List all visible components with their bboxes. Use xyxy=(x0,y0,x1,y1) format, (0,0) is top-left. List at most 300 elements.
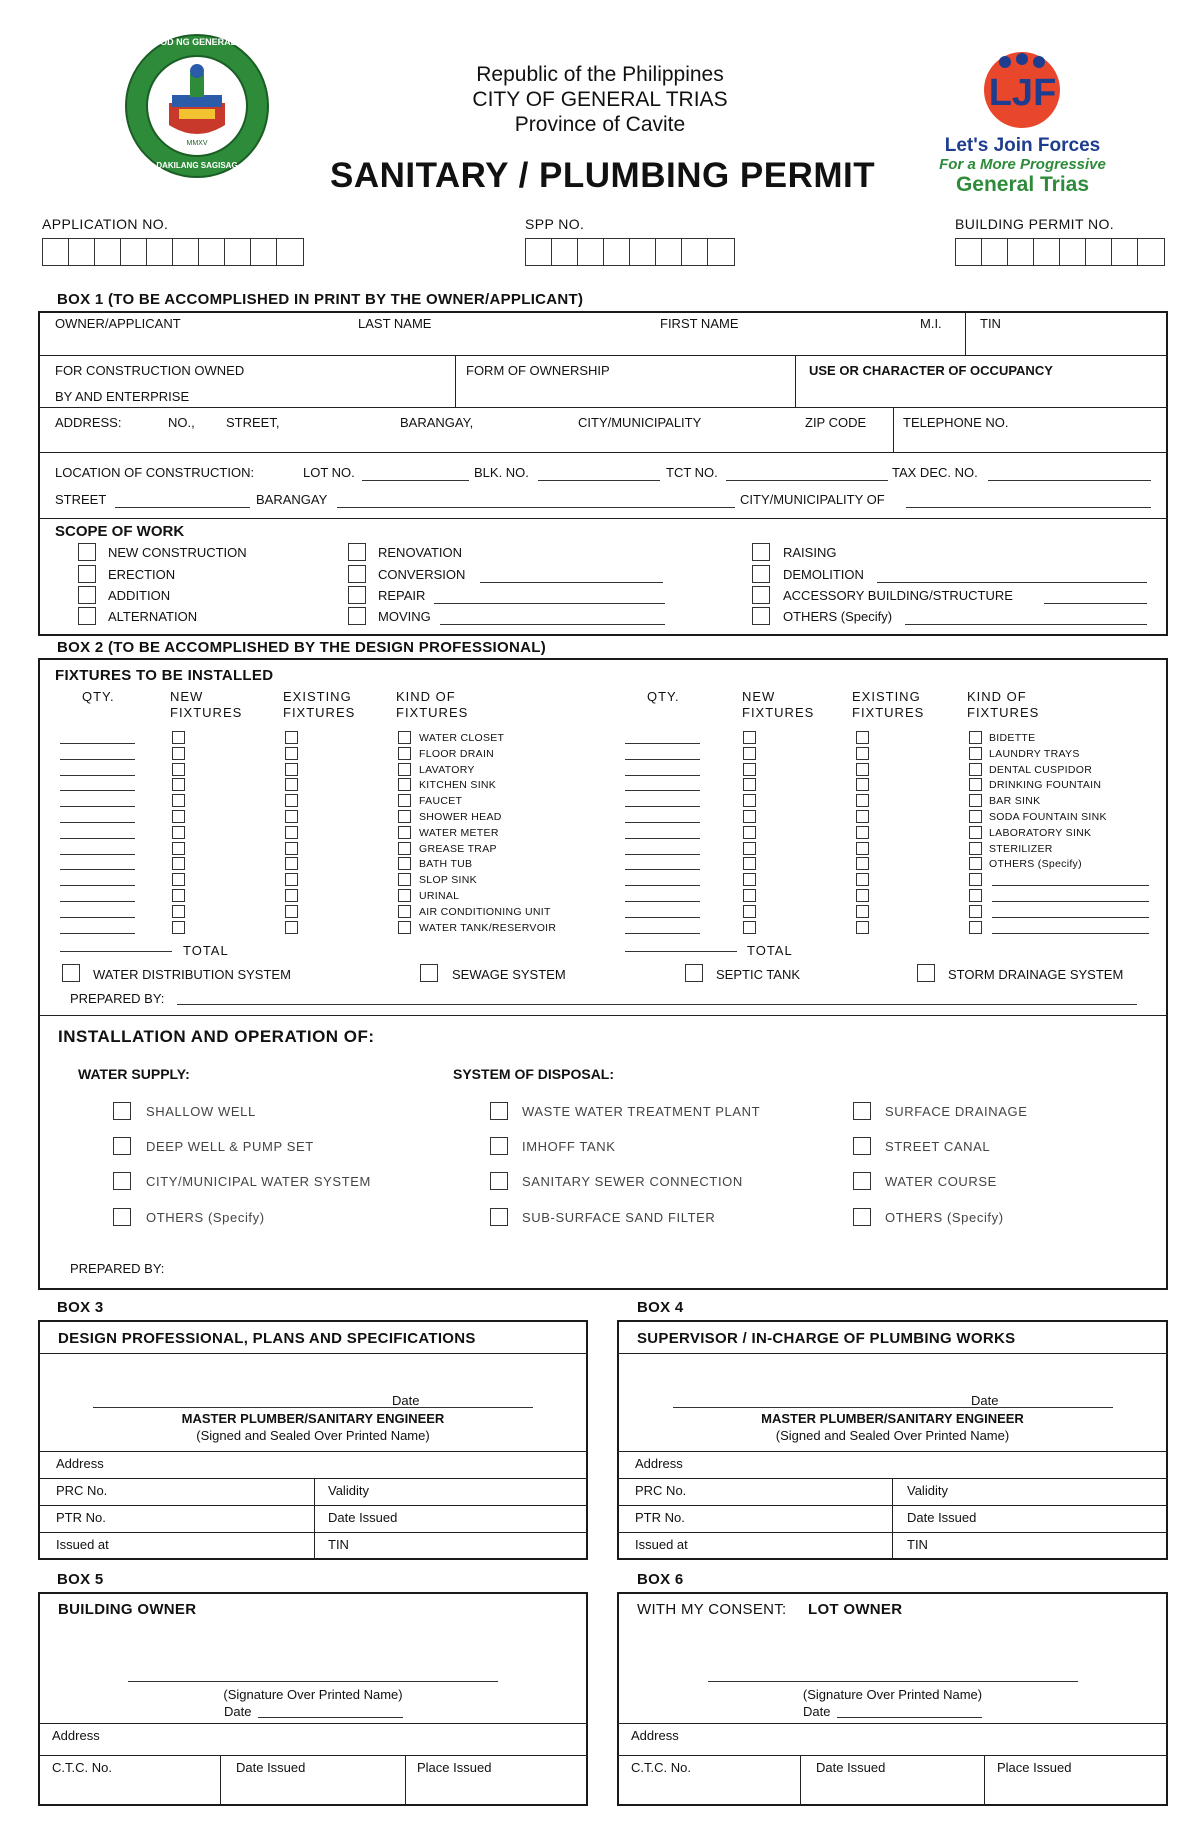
qty-field-right[interactable] xyxy=(625,917,700,918)
first-name-label: FIRST NAME xyxy=(660,316,739,331)
demolition-checkbox[interactable] xyxy=(752,565,770,583)
install-label-col2: IMHOFF TANK xyxy=(522,1139,616,1154)
existing-fixture-checkbox-right[interactable] xyxy=(856,921,869,934)
conversion-field[interactable] xyxy=(480,582,663,583)
box5-signature-line[interactable] xyxy=(128,1681,498,1682)
qty-field-left[interactable] xyxy=(60,838,135,839)
existing-header-left-2: FIXTURES xyxy=(283,705,356,720)
qty-field-left[interactable] xyxy=(60,806,135,807)
fixture-label-right: SODA FOUNTAIN SINK xyxy=(989,811,1107,823)
fixture-label-left: AIR CONDITIONING UNIT xyxy=(419,905,551,918)
septic-tank-label: SEPTIC TANK xyxy=(716,967,801,982)
fixture-label-left: LAVATORY xyxy=(419,763,475,776)
building-permit-no-field[interactable] xyxy=(955,238,1165,266)
box5-date-issued-label: Date Issued xyxy=(236,1760,306,1775)
existing-fixture-checkbox-right[interactable] xyxy=(856,763,869,776)
existing-header-left-1: EXISTING xyxy=(283,689,352,704)
install-label-col3: SURFACE DRAINAGE xyxy=(885,1104,1028,1119)
seal-name-text: LUNGSOD NG GENERAL TRIAS xyxy=(128,37,266,47)
scope-others-checkbox[interactable] xyxy=(752,607,770,625)
header-city: CITY OF GENERAL TRIAS xyxy=(472,88,728,111)
total-field-right[interactable] xyxy=(625,951,737,952)
install-label-col3: STREET CANAL xyxy=(885,1139,991,1154)
box3-engineer-label: MASTER PLUMBER/SANITARY ENGINEER xyxy=(181,1411,445,1426)
box5-title: BUILDING OWNER xyxy=(58,1601,197,1618)
kind-fixture-checkbox-left[interactable] xyxy=(398,921,411,934)
install-checkbox-col3[interactable] xyxy=(853,1172,871,1190)
existing-fixture-checkbox-left[interactable] xyxy=(285,889,298,902)
box4-issued-at-label: Issued at xyxy=(635,1537,688,1552)
mi-label: M.I. xyxy=(920,316,942,331)
new-fixture-checkbox-left[interactable] xyxy=(172,873,185,886)
kind-fixture-checkbox-right[interactable] xyxy=(969,873,982,886)
fixture-label-right: LAUNDRY TRAYS xyxy=(989,747,1080,760)
install-checkbox-col1[interactable] xyxy=(113,1172,131,1190)
scope-title: SCOPE OF WORK xyxy=(55,523,185,540)
new-fixture-checkbox-right[interactable] xyxy=(743,810,756,823)
box4-tin-label: TIN xyxy=(907,1537,928,1552)
kind-fixture-checkbox-left[interactable] xyxy=(398,826,411,839)
qty-field-right[interactable] xyxy=(625,775,700,776)
install-checkbox-col3[interactable] xyxy=(853,1102,871,1120)
install-checkbox-col2[interactable] xyxy=(490,1137,508,1155)
new-fixture-checkbox-left[interactable] xyxy=(172,826,185,839)
kind-fixture-checkbox-left[interactable] xyxy=(398,857,411,870)
existing-fixture-checkbox-left[interactable] xyxy=(285,794,298,807)
other-fixture-field-right[interactable] xyxy=(992,901,1149,902)
kind-fixture-checkbox-left[interactable] xyxy=(398,794,411,807)
sewage-system-checkbox[interactable] xyxy=(420,964,438,982)
kind-fixture-checkbox-left[interactable] xyxy=(398,747,411,760)
street-label: STREET xyxy=(55,492,107,507)
new-construction-checkbox[interactable] xyxy=(78,543,96,561)
new-fixture-checkbox-right[interactable] xyxy=(743,826,756,839)
tax-dec-field[interactable] xyxy=(988,480,1151,481)
install-checkbox-col1[interactable] xyxy=(113,1137,131,1155)
existing-fixture-checkbox-right[interactable] xyxy=(856,778,869,791)
enterprise-label: BY AND ENTERPRISE xyxy=(55,389,190,404)
new-fixture-checkbox-left[interactable] xyxy=(172,778,185,791)
box4-label: BOX 4 xyxy=(637,1299,684,1316)
new-header-left-2: FIXTURES xyxy=(170,705,243,720)
new-fixture-checkbox-left[interactable] xyxy=(172,857,185,870)
qty-field-right[interactable] xyxy=(625,901,700,902)
existing-fixture-checkbox-left[interactable] xyxy=(285,810,298,823)
qty-field-right[interactable] xyxy=(625,869,700,870)
water-distribution-label: WATER DISTRIBUTION SYSTEM xyxy=(93,967,291,982)
qty-field-right[interactable] xyxy=(625,933,700,934)
accessory-label: ACCESSORY BUILDING/STRUCTURE xyxy=(783,588,1013,603)
qty-field-left[interactable] xyxy=(60,869,135,870)
existing-fixture-checkbox-right[interactable] xyxy=(856,794,869,807)
box3-ptr-label: PTR No. xyxy=(56,1510,106,1525)
tct-no-field[interactable] xyxy=(726,480,888,481)
page-title: SANITARY / PLUMBING PERMIT xyxy=(330,156,876,195)
kind-fixture-checkbox-right[interactable] xyxy=(969,857,982,870)
qty-field-left[interactable] xyxy=(60,822,135,823)
install-checkbox-col2[interactable] xyxy=(490,1102,508,1120)
owner-applicant-label: OWNER/APPLICANT xyxy=(55,316,181,331)
box5-address-label: Address xyxy=(52,1728,100,1743)
install-label-col3: OTHERS (Specify) xyxy=(885,1210,1004,1225)
moving-checkbox[interactable] xyxy=(348,607,366,625)
kind-header-right-2: FIXTURES xyxy=(967,705,1040,720)
other-fixture-field-right[interactable] xyxy=(992,917,1149,918)
existing-fixture-checkbox-right[interactable] xyxy=(856,873,869,886)
installation-title: INSTALLATION AND OPERATION OF: xyxy=(58,1027,375,1046)
storm-drainage-checkbox[interactable] xyxy=(917,964,935,982)
septic-tank-checkbox[interactable] xyxy=(685,964,703,982)
fixture-label-left: FLOOR DRAIN xyxy=(419,747,495,760)
existing-fixture-checkbox-right[interactable] xyxy=(856,747,869,760)
address-street-label: STREET, xyxy=(226,415,280,430)
scope-others-label: OTHERS (Specify) xyxy=(783,609,893,624)
lot-no-label: LOT NO. xyxy=(303,465,355,480)
kind-header-right-1: KIND OF xyxy=(967,689,1027,704)
box3-date-issued-label: Date Issued xyxy=(328,1510,398,1525)
qty-field-left[interactable] xyxy=(60,933,135,934)
qty-field-right[interactable] xyxy=(625,822,700,823)
header-province: Province of Cavite xyxy=(514,113,686,136)
fixture-label-right: DENTAL CUSPIDOR xyxy=(989,763,1093,776)
fixture-label-right: BAR SINK xyxy=(989,795,1041,808)
new-construction-label: NEW CONSTRUCTION xyxy=(108,545,247,560)
existing-fixture-checkbox-right[interactable] xyxy=(856,810,869,823)
qty-header-right: QTY. xyxy=(647,689,680,704)
existing-fixture-checkbox-left[interactable] xyxy=(285,731,298,744)
box5-date-field[interactable] xyxy=(258,1717,403,1718)
new-fixture-checkbox-left[interactable] xyxy=(172,747,185,760)
kind-fixture-checkbox-left[interactable] xyxy=(398,889,411,902)
box6-place-issued-label: Place Issued xyxy=(997,1760,1072,1775)
fixture-label-left: WATER CLOSET xyxy=(419,732,505,744)
box1-heading: BOX 1 (TO BE ACCOMPLISHED IN PRINT BY THE OWNER/APPLICANT) xyxy=(57,291,584,308)
prepared-by-label-1: PREPARED BY: xyxy=(70,991,165,1006)
conversion-label: CONVERSION xyxy=(378,567,466,582)
install-label-col1: SHALLOW WELL xyxy=(146,1104,256,1119)
qty-field-right[interactable] xyxy=(625,854,700,855)
existing-fixture-checkbox-right[interactable] xyxy=(856,826,869,839)
construction-owned-label: FOR CONSTRUCTION OWNED xyxy=(55,363,245,378)
box4-validity-label: Validity xyxy=(907,1483,948,1498)
box3-validity-label: Validity xyxy=(328,1483,369,1498)
conversion-checkbox[interactable] xyxy=(348,565,366,583)
kind-fixture-checkbox-left[interactable] xyxy=(398,731,411,744)
box6-title: LOT OWNER xyxy=(808,1601,903,1618)
fixture-label-left: KITCHEN SINK xyxy=(419,779,497,792)
water-distribution-checkbox[interactable] xyxy=(62,964,80,982)
qty-field-right[interactable] xyxy=(625,885,700,886)
spp-no-field[interactable] xyxy=(525,238,735,266)
kind-fixture-checkbox-right[interactable] xyxy=(969,747,982,760)
blk-no-field[interactable] xyxy=(538,480,660,481)
barangay-label: BARANGAY xyxy=(256,492,328,507)
box4-prc-label: PRC No. xyxy=(635,1483,687,1498)
qty-field-left[interactable] xyxy=(60,790,135,791)
ljf-tagline-3: General Trias xyxy=(955,173,1090,196)
qty-field-left[interactable] xyxy=(60,917,135,918)
alternation-label: ALTERNATION xyxy=(108,609,198,624)
box6-ctc-label: C.T.C. No. xyxy=(631,1760,691,1775)
erection-checkbox[interactable] xyxy=(78,565,96,583)
existing-header-right-1: EXISTING xyxy=(852,689,921,704)
ljf-logo xyxy=(975,50,1070,130)
total-field-left[interactable] xyxy=(60,951,172,952)
existing-fixture-checkbox-left[interactable] xyxy=(285,842,298,855)
existing-fixture-checkbox-left[interactable] xyxy=(285,778,298,791)
application-no-label: APPLICATION NO. xyxy=(42,216,169,232)
existing-fixture-checkbox-left[interactable] xyxy=(285,857,298,870)
new-fixture-checkbox-right[interactable] xyxy=(743,921,756,934)
existing-fixture-checkbox-left[interactable] xyxy=(285,905,298,918)
box6-label: BOX 6 xyxy=(637,1571,684,1588)
prepared-by-label-2: PREPARED BY: xyxy=(70,1261,165,1276)
box4-date-label: Date xyxy=(971,1393,999,1408)
header-republic: Republic of the Philippines xyxy=(476,63,724,86)
new-fixture-checkbox-left[interactable] xyxy=(172,921,185,934)
new-fixture-checkbox-right[interactable] xyxy=(743,794,756,807)
lot-no-field[interactable] xyxy=(362,480,469,481)
install-label-col2: SUB-SURFACE SAND FILTER xyxy=(522,1210,716,1225)
fixture-label-left: WATER METER xyxy=(419,826,499,839)
fixture-label-right: BIDETTE xyxy=(989,732,1036,744)
accessory-checkbox[interactable] xyxy=(752,586,770,604)
box6-date-field[interactable] xyxy=(837,1717,982,1718)
fixture-label-left: FAUCET xyxy=(419,795,463,808)
box3-address-label: Address xyxy=(56,1456,104,1471)
svg-text:MMXV: MMXV xyxy=(186,140,208,147)
spp-no-label: SPP NO. xyxy=(525,216,585,232)
kind-fixture-checkbox-right[interactable] xyxy=(969,794,982,807)
repair-checkbox[interactable] xyxy=(348,586,366,604)
new-fixture-checkbox-right[interactable] xyxy=(743,857,756,870)
qty-field-left[interactable] xyxy=(60,854,135,855)
form-ownership-label: FORM OF OWNERSHIP xyxy=(466,363,610,378)
existing-fixture-checkbox-left[interactable] xyxy=(285,826,298,839)
address-label: ADDRESS: xyxy=(55,415,122,430)
existing-fixture-checkbox-right[interactable] xyxy=(856,857,869,870)
box3-title: DESIGN PROFESSIONAL, PLANS AND SPECIFICATIONS xyxy=(58,1330,476,1347)
new-header-left-1: NEW xyxy=(170,689,204,704)
location-label: LOCATION OF CONSTRUCTION: xyxy=(55,465,255,480)
qty-field-right[interactable] xyxy=(625,743,700,744)
new-fixture-checkbox-left[interactable] xyxy=(172,810,185,823)
existing-fixture-checkbox-right[interactable] xyxy=(856,731,869,744)
new-fixture-checkbox-right[interactable] xyxy=(743,889,756,902)
existing-fixture-checkbox-left[interactable] xyxy=(285,763,298,776)
kind-fixture-checkbox-right[interactable] xyxy=(969,731,982,744)
alternation-checkbox[interactable] xyxy=(78,607,96,625)
box4-title: SUPERVISOR / IN-CHARGE OF PLUMBING WORKS xyxy=(637,1330,1016,1347)
fixture-label-left: SLOP SINK xyxy=(419,874,477,887)
existing-fixture-checkbox-right[interactable] xyxy=(856,842,869,855)
kind-fixture-checkbox-right[interactable] xyxy=(969,905,982,918)
new-header-right-1: NEW xyxy=(742,689,776,704)
qty-field-right[interactable] xyxy=(625,806,700,807)
box6-signature-label: (Signature Over Printed Name) xyxy=(802,1687,983,1702)
storm-drainage-label: STORM DRAINAGE SYSTEM xyxy=(948,967,1124,982)
existing-fixture-checkbox-left[interactable] xyxy=(285,873,298,886)
moving-label: MOVING xyxy=(378,609,431,624)
prepared-by-field-1[interactable] xyxy=(177,1004,1137,1005)
box4-ptr-label: PTR No. xyxy=(635,1510,685,1525)
application-no-field[interactable] xyxy=(42,238,304,266)
fixture-label-left: WATER TANK/RESERVOIR xyxy=(419,921,557,934)
other-fixture-field-right[interactable] xyxy=(992,885,1149,886)
box6-signature-line[interactable] xyxy=(708,1681,1078,1682)
ljf-logo-text: LJF xyxy=(988,72,1057,114)
tct-no-label: TCT NO. xyxy=(666,465,718,480)
new-fixture-checkbox-right[interactable] xyxy=(743,873,756,886)
scope-others-field[interactable] xyxy=(905,624,1147,625)
box3-date-label: Date xyxy=(392,1393,420,1408)
new-fixture-checkbox-left[interactable] xyxy=(172,794,185,807)
install-label-col2: SANITARY SEWER CONNECTION xyxy=(522,1174,743,1189)
renovation-checkbox[interactable] xyxy=(348,543,366,561)
qty-field-right[interactable] xyxy=(625,838,700,839)
kind-fixture-checkbox-right[interactable] xyxy=(969,826,982,839)
city-of-field[interactable] xyxy=(906,507,1151,508)
moving-field[interactable] xyxy=(440,624,665,625)
building-permit-no-label: BUILDING PERMIT NO. xyxy=(955,216,1115,232)
zip-code-label: ZIP CODE xyxy=(805,415,867,430)
kind-fixture-checkbox-right[interactable] xyxy=(969,778,982,791)
erection-label: ERECTION xyxy=(108,567,176,582)
box3-signed-label: (Signed and Sealed Over Printed Name) xyxy=(196,1428,430,1443)
kind-fixture-checkbox-right[interactable] xyxy=(969,921,982,934)
use-occupancy-label: USE OR CHARACTER OF OCCUPANCY xyxy=(809,363,1053,378)
renovation-label: RENOVATION xyxy=(378,545,463,560)
kind-fixture-checkbox-right[interactable] xyxy=(969,763,982,776)
barangay-field[interactable] xyxy=(337,507,735,508)
box4-address-label: Address xyxy=(635,1456,683,1471)
kind-fixture-checkbox-right[interactable] xyxy=(969,810,982,823)
box4-signature-line[interactable] xyxy=(673,1407,1113,1408)
kind-header-left-1: KIND OF xyxy=(396,689,456,704)
qty-header-left: QTY. xyxy=(82,689,115,704)
new-fixture-checkbox-left[interactable] xyxy=(172,889,185,902)
kind-fixture-checkbox-left[interactable] xyxy=(398,778,411,791)
install-label-col1: DEEP WELL & PUMP SET xyxy=(146,1139,314,1154)
install-label-col1: OTHERS (Specify) xyxy=(146,1210,265,1225)
box3-prc-label: PRC No. xyxy=(56,1483,108,1498)
install-checkbox-col3[interactable] xyxy=(853,1208,871,1226)
box3-signature-line[interactable] xyxy=(93,1407,533,1408)
box5-place-issued-label: Place Issued xyxy=(417,1760,492,1775)
existing-fixture-checkbox-left[interactable] xyxy=(285,747,298,760)
existing-header-right-2: FIXTURES xyxy=(852,705,925,720)
addition-checkbox[interactable] xyxy=(78,586,96,604)
new-fixture-checkbox-right[interactable] xyxy=(743,731,756,744)
new-fixture-checkbox-right[interactable] xyxy=(743,747,756,760)
install-checkbox-col2[interactable] xyxy=(490,1172,508,1190)
box4-engineer-label: MASTER PLUMBER/SANITARY ENGINEER xyxy=(761,1411,1024,1426)
install-label-col2: WASTE WATER TREATMENT PLANT xyxy=(522,1104,761,1119)
kind-fixture-checkbox-right[interactable] xyxy=(969,842,982,855)
new-fixture-checkbox-right[interactable] xyxy=(743,763,756,776)
new-fixture-checkbox-right[interactable] xyxy=(743,778,756,791)
other-fixture-field-right[interactable] xyxy=(992,933,1149,934)
raising-checkbox[interactable] xyxy=(752,543,770,561)
accessory-field[interactable] xyxy=(1044,603,1147,604)
new-fixture-checkbox-right[interactable] xyxy=(743,905,756,918)
sewage-system-label: SEWAGE SYSTEM xyxy=(452,967,566,982)
box6-date-issued-label: Date Issued xyxy=(816,1760,886,1775)
box6-address-label: Address xyxy=(631,1728,679,1743)
city-seal xyxy=(124,33,270,179)
kind-fixture-checkbox-left[interactable] xyxy=(398,810,411,823)
fixture-label-left: URINAL xyxy=(419,890,460,902)
box4-signed-label: (Signed and Sealed Over Printed Name) xyxy=(775,1428,1010,1443)
qty-field-left[interactable] xyxy=(60,901,135,902)
existing-fixture-checkbox-right[interactable] xyxy=(856,889,869,902)
box5-date-label: Date xyxy=(224,1704,252,1719)
install-checkbox-col3[interactable] xyxy=(853,1137,871,1155)
demolition-label: DEMOLITION xyxy=(783,567,864,582)
demolition-field[interactable] xyxy=(877,582,1147,583)
new-fixture-checkbox-left[interactable] xyxy=(172,763,185,776)
install-label-col1: CITY/MUNICIPAL WATER SYSTEM xyxy=(146,1174,371,1189)
total-label-right: TOTAL xyxy=(747,943,793,958)
ljf-tagline-2: For a More Progressive xyxy=(939,156,1106,173)
fixture-label-left: SHOWER HEAD xyxy=(419,811,502,823)
qty-field-left[interactable] xyxy=(60,759,135,760)
fixtures-title: FIXTURES TO BE INSTALLED xyxy=(55,667,274,684)
install-checkbox-col2[interactable] xyxy=(490,1208,508,1226)
qty-field-left[interactable] xyxy=(60,885,135,886)
install-checkbox-col1[interactable] xyxy=(113,1208,131,1226)
kind-fixture-checkbox-left[interactable] xyxy=(398,842,411,855)
qty-field-right[interactable] xyxy=(625,759,700,760)
new-fixture-checkbox-left[interactable] xyxy=(172,842,185,855)
new-fixture-checkbox-right[interactable] xyxy=(743,842,756,855)
fixture-label-left: BATH TUB xyxy=(419,858,473,871)
kind-fixture-checkbox-left[interactable] xyxy=(398,873,411,886)
qty-field-left[interactable] xyxy=(60,775,135,776)
install-checkbox-col1[interactable] xyxy=(113,1102,131,1120)
kind-header-left-2: FIXTURES xyxy=(396,705,469,720)
kind-fixture-checkbox-left[interactable] xyxy=(398,763,411,776)
box4-date-issued-label: Date Issued xyxy=(907,1510,977,1525)
existing-fixture-checkbox-right[interactable] xyxy=(856,905,869,918)
box5-signature-label: (Signature Over Printed Name) xyxy=(223,1687,403,1702)
kind-fixture-checkbox-left[interactable] xyxy=(398,905,411,918)
fixture-label-right: OTHERS (Specify) xyxy=(989,858,1082,871)
tax-dec-label: TAX DEC. NO. xyxy=(892,465,978,480)
disposal-label: SYSTEM OF DISPOSAL: xyxy=(453,1066,615,1082)
water-supply-label: WATER SUPPLY: xyxy=(78,1066,190,1082)
qty-field-right[interactable] xyxy=(625,790,700,791)
seal-motto-text: DAKILANG SAGISAG xyxy=(156,161,238,170)
repair-label: REPAIR xyxy=(378,588,426,603)
box5-label: BOX 5 xyxy=(57,1571,104,1588)
new-fixture-checkbox-left[interactable] xyxy=(172,905,185,918)
fixture-label-right: STERILIZER xyxy=(989,842,1053,855)
existing-fixture-checkbox-left[interactable] xyxy=(285,921,298,934)
box2-heading: BOX 2 (TO BE ACCOMPLISHED BY THE DESIGN PROFESSIONAL) xyxy=(57,639,547,656)
box3-label: BOX 3 xyxy=(57,1299,104,1316)
install-label-col3: WATER COURSE xyxy=(885,1174,997,1189)
repair-field[interactable] xyxy=(434,603,665,604)
fixture-label-right: LABORATORY SINK xyxy=(989,826,1092,839)
qty-field-left[interactable] xyxy=(60,743,135,744)
city-of-label: CITY/MUNICIPALITY OF xyxy=(740,492,885,507)
new-fixture-checkbox-left[interactable] xyxy=(172,731,185,744)
raising-label: RAISING xyxy=(783,545,837,560)
address-no-label: NO., xyxy=(168,415,195,430)
kind-fixture-checkbox-right[interactable] xyxy=(969,889,982,902)
street-field[interactable] xyxy=(115,507,250,508)
